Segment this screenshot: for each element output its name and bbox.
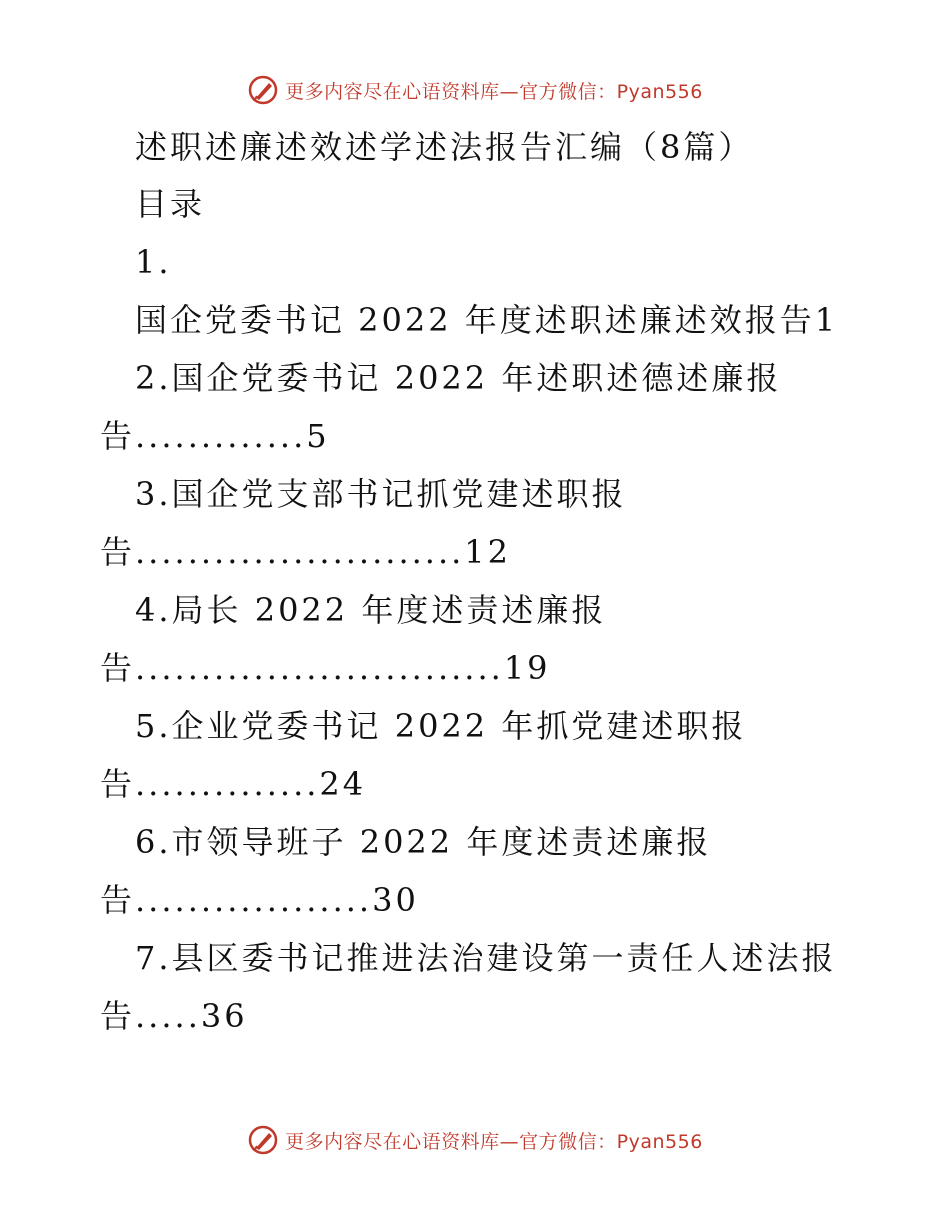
quill-logo-icon — [247, 1124, 279, 1156]
toc-line: 告.........................12 — [100, 533, 512, 571]
toc-line: 告..............24 — [100, 765, 367, 803]
toc-line: 1. — [135, 243, 172, 281]
document-title: 述职述廉述效述学述法报告汇编（8篇） — [135, 128, 754, 166]
header-banner — [0, 70, 950, 110]
header-banner-text: 更多内容尽在心语资料库—官方微信：Pyan556 — [285, 80, 703, 103]
toc-line: 告.............5 — [100, 417, 330, 455]
toc-line: 4.局长 2022 年度述责述廉报 — [135, 591, 607, 629]
toc-line: 国企党委书记 2022 年度述职述廉述效报告1 — [135, 301, 839, 339]
toc-line: 6.市领导班子 2022 年度述责述廉报 — [135, 823, 712, 861]
toc-line: 7.县区委书记推进法治建设第一责任人述法报 — [135, 939, 837, 977]
toc-line: 告..................30 — [100, 881, 419, 919]
footer-banner-text: 更多内容尽在心语资料库—官方微信：Pyan556 — [285, 1130, 703, 1153]
toc-line: 告.....36 — [100, 997, 248, 1035]
quill-logo-icon — [247, 74, 279, 106]
footer-banner — [0, 1120, 950, 1160]
toc-line: 3.国企党支部书记抓党建述职报 — [135, 475, 627, 513]
toc-line: 5.企业党委书记 2022 年抓党建述职报 — [135, 707, 747, 745]
toc-line: 2.国企党委书记 2022 年述职述德述廉报 — [135, 359, 782, 397]
toc-line: 告............................19 — [100, 649, 551, 687]
toc-heading: 目录 — [135, 185, 206, 223]
